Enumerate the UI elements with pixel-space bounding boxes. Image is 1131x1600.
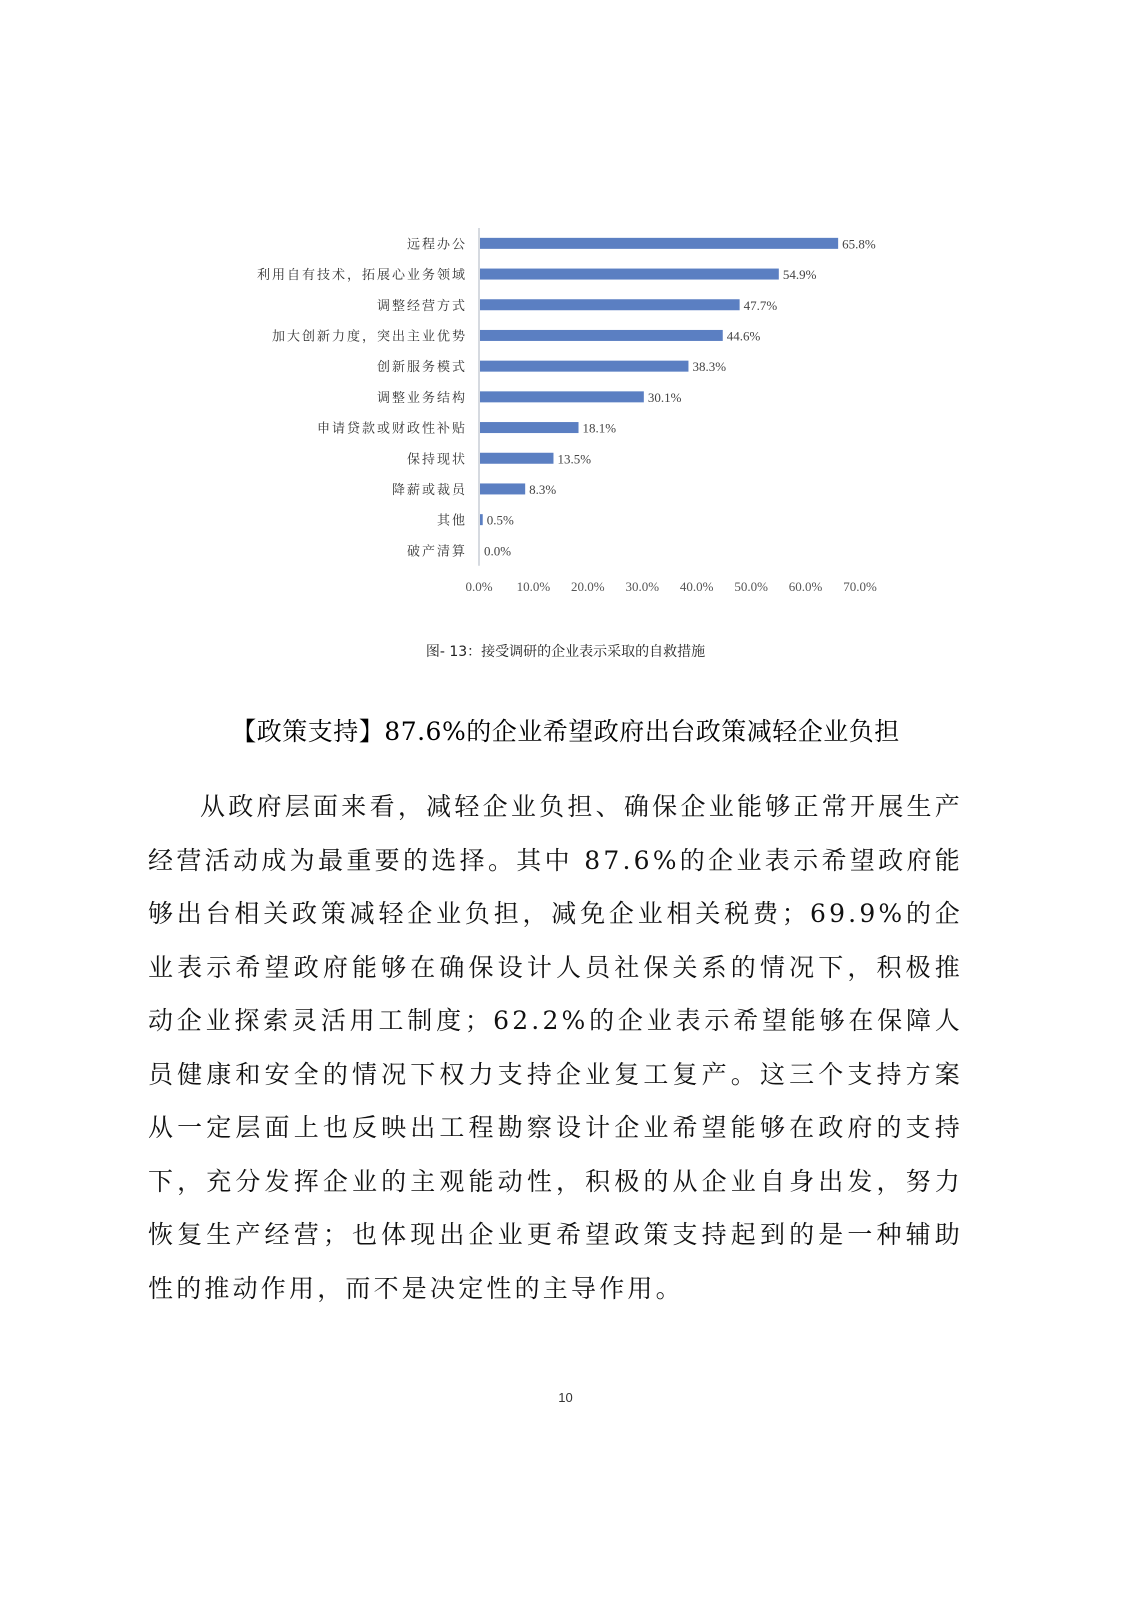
category-label: 加大创新力度，突出主业优势	[271, 329, 467, 345]
x-tick-label: 10.0%	[516, 579, 551, 594]
category-label: 调整业务结构	[376, 390, 467, 406]
category-label: 保持现状	[406, 452, 467, 468]
bar	[480, 422, 579, 433]
value-label: 30.1%	[647, 389, 682, 405]
x-axis-tick-labels	[465, 579, 877, 594]
bar	[480, 483, 525, 494]
category-label: 创新服务模式	[376, 360, 467, 376]
self-rescue-measures-bar-chart	[0, 0, 1131, 620]
value-label: 65.8%	[842, 236, 876, 252]
bar	[480, 269, 779, 280]
bar	[480, 361, 688, 372]
category-label: 其他	[436, 513, 467, 529]
category-label: 降薪或裁员	[391, 482, 467, 498]
x-tick-label: 0.0%	[465, 579, 493, 594]
x-tick-label: 30.0%	[625, 579, 660, 594]
page-number: 10	[558, 1390, 573, 1405]
x-tick-label: 20.0%	[571, 579, 605, 594]
bar	[480, 238, 838, 249]
figure-caption: 图- 13：接受调研的企业表示采取的自救措施	[425, 644, 706, 660]
x-tick-label: 40.0%	[679, 579, 714, 594]
category-label: 利用自有技术，拓展心业务领域	[256, 268, 467, 284]
body-paragraph: 从政府层面来看，减轻企业负担、确保企业能够正常开展生产经营活动成为最重要的选择。其中 87.6%的企业表示希望政府能够出台相关政策减轻企业负担，减免企业相关税费；69.9%的企业表示希望政府能够在确保设计人员社保关系的情况下，积极推动企业探索灵活用工制度；62.2%的企业表示希望能够在保障人员健康和安全的情况下权力支持企业复工复产。这三个支持方案从一定层面上也反映出工程勘察设计企业希望能够在政府的支持下，充分发挥企业的主观能动性，积极的从企业自身出发，努力恢复生产经营；也体现出企业更希望政策支持起到的是一种辅助性的推动作用，而不是决定性的主导作用。	[148, 792, 963, 1303]
bar	[480, 299, 740, 310]
bar	[480, 453, 553, 464]
category-label: 破产清算	[406, 544, 467, 560]
x-tick-label: 60.0%	[788, 579, 823, 594]
value-label: 54.9%	[782, 267, 817, 283]
value-label: 47.7%	[743, 297, 778, 313]
category-label: 远程办公	[406, 237, 467, 253]
x-tick-label: 70.0%	[843, 579, 877, 594]
bar	[480, 514, 483, 525]
value-label: 38.3%	[692, 359, 727, 375]
value-label: 13.5%	[557, 451, 592, 467]
category-labels	[257, 236, 467, 559]
category-label: 申请贷款或财政性补贴	[316, 421, 467, 437]
value-label: 0.5%	[486, 512, 514, 528]
section-heading: 【政策支持】87.6%的企业希望政府出台政策减轻企业负担	[231, 717, 900, 746]
bar	[480, 391, 644, 402]
value-label: 8.3%	[529, 481, 557, 497]
value-label: 0.0%	[484, 543, 512, 559]
value-label: 44.6%	[726, 328, 761, 344]
category-label: 调整经营方式	[376, 298, 467, 314]
bar	[480, 330, 723, 341]
value-label: 18.1%	[582, 420, 617, 436]
x-tick-label: 50.0%	[734, 579, 768, 594]
